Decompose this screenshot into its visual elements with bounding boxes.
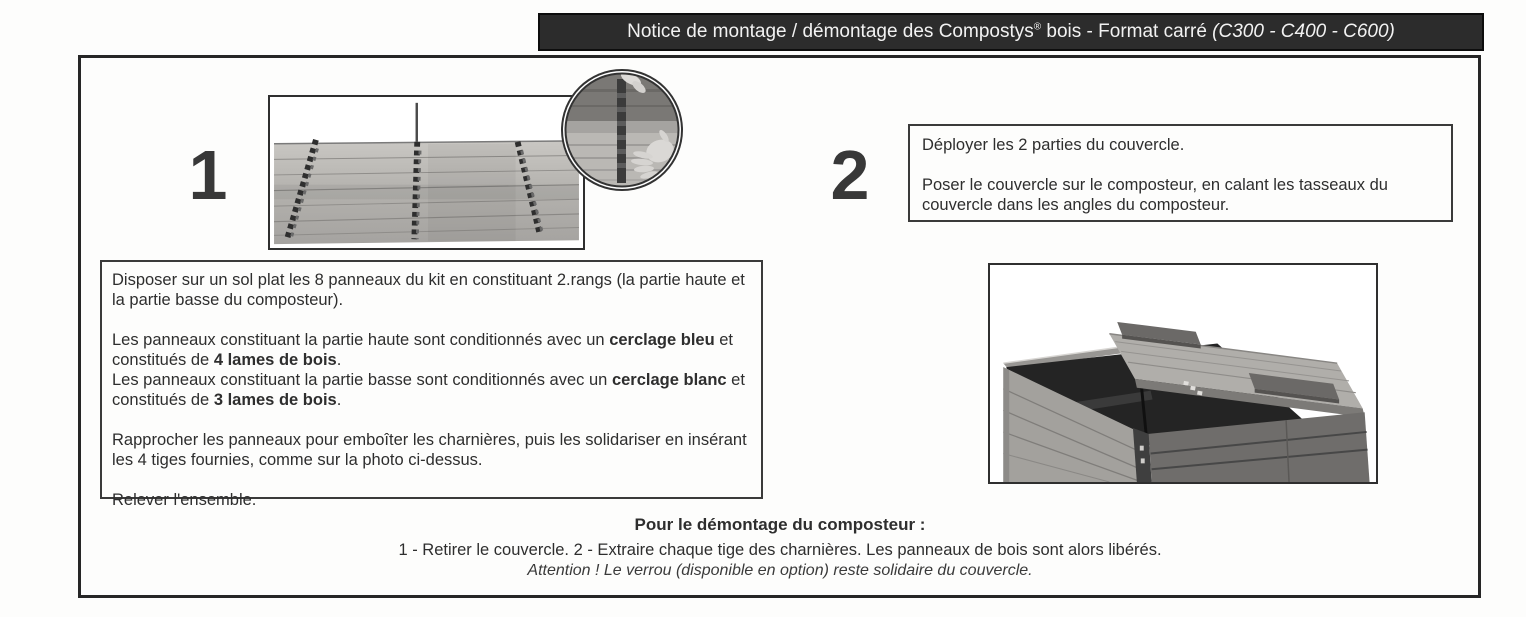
instruction-bottom-panels: Les panneaux constituant la partie basse sont conditionnés avec un cerclage blanc et constitués de 3 lames de bois. (112, 371, 745, 409)
step-2-instructions-box (908, 124, 1453, 222)
step-1-number: 1 (188, 136, 228, 214)
instruction-top-panels: Les panneaux constituant la partie haute sont conditionnés avec un cerclage bleu et constitués de 4 lames de bois. (112, 331, 734, 369)
step-1-instructions-box (100, 260, 763, 509)
disassembly-warning: Attention ! Le verrou (disponible en option) reste solidaire du couvercle. (527, 562, 1033, 579)
instruction-deploy-lid: Déployer les 2 parties du couvercle. (922, 136, 1185, 154)
instruction-join-hinges: Rapprocher les panneaux pour emboîter les charnières, puis les solidariser en insérant les 4 tiges fournies, comme sur la photo ci-dessus. (112, 431, 747, 469)
title-banner (538, 13, 1484, 51)
document-title: Notice de montage / démontage des Compostys® bois - Format carré (C300 - C400 - C600) (627, 21, 1395, 42)
composter-photo (988, 263, 1378, 484)
instruction-place-lid: Poser le couvercle sur le composteur, en calant les tasseaux du couvercle dans les angles du composteur. (922, 176, 1388, 214)
disassembly-section (80, 515, 1480, 580)
instruction-raise-assembly: Relever l'ensemble. (112, 491, 257, 509)
instruction-lay-panels: Disposer sur un sol plat les 8 panneaux du kit en constituant 2.rangs (la partie haute et la partie basse du composteur). (112, 271, 745, 309)
hinge-closeup-inset (563, 71, 681, 189)
composter-photo-drawing (990, 265, 1376, 482)
panels-photo-drawing (270, 97, 583, 248)
disassembly-title: Pour le démontage du composteur : (634, 515, 926, 534)
registered-trademark-symbol: ® (1033, 21, 1042, 33)
model-list: (C300 - C400 - C600) (1212, 21, 1395, 42)
hinge-closeup-drawing (563, 71, 681, 189)
disassembly-steps: 1 - Retirer le couvercle. 2 - Extraire chaque tige des charnières. Les panneaux de bois sont alors libérés. (398, 541, 1162, 559)
panels-photo (268, 95, 585, 250)
step-2-number: 2 (830, 136, 870, 214)
